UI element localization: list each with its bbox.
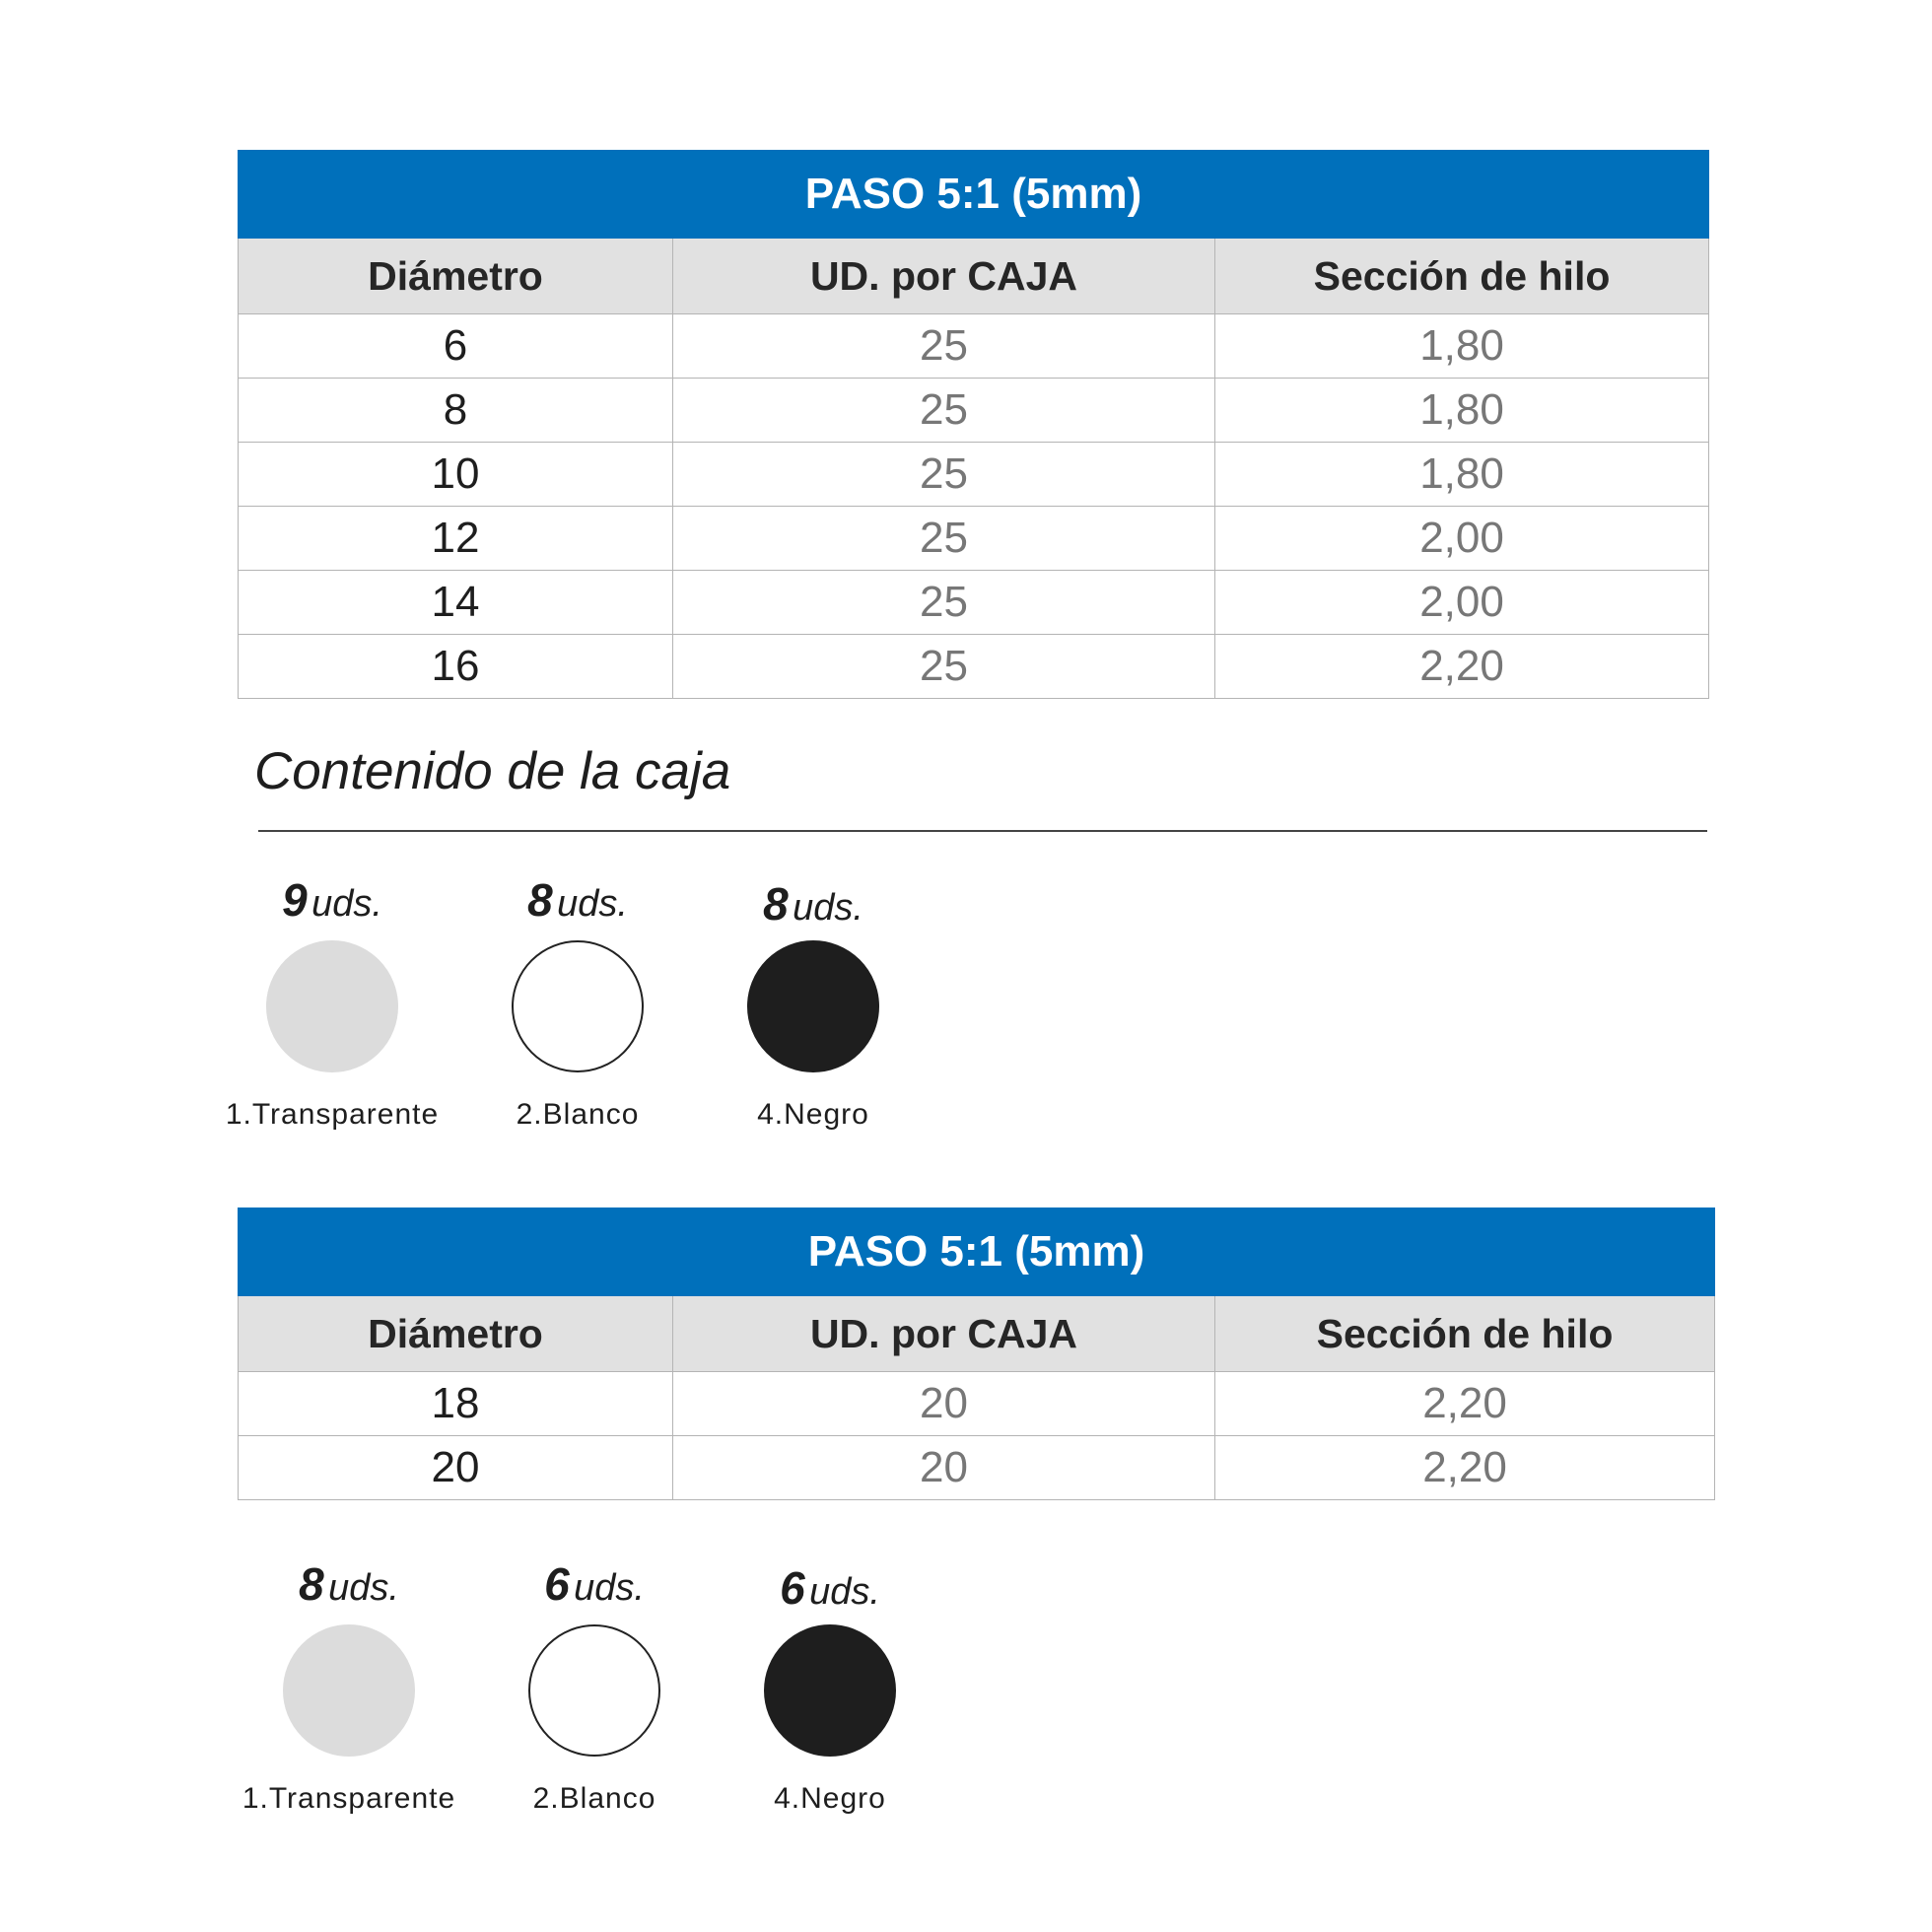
header-diametro: Diámetro <box>239 1296 673 1372</box>
swatch-quantity: 8 uds. <box>299 1558 399 1610</box>
section-divider <box>258 830 1707 832</box>
table-row <box>239 1372 1715 1436</box>
cell-ud-por-caja: 25 <box>673 635 1215 699</box>
color-dot-negro <box>747 940 879 1072</box>
cell-ud-por-caja: 20 <box>673 1372 1215 1436</box>
table-row <box>239 507 1709 571</box>
cell-seccion: 1,80 <box>1215 379 1709 443</box>
table-row <box>239 571 1709 635</box>
cell-seccion: 2,20 <box>1215 1436 1715 1500</box>
cell-seccion: 1,80 <box>1215 314 1709 379</box>
spec-table-1 <box>238 150 1709 699</box>
cell-ud-por-caja: 25 <box>673 379 1215 443</box>
table-row <box>239 379 1709 443</box>
swatch-label: 4.Negro <box>774 1782 886 1815</box>
cell-seccion: 1,80 <box>1215 443 1709 507</box>
swatch-label: 4.Negro <box>757 1098 869 1131</box>
section-title: Contenido de la caja <box>254 742 731 800</box>
header-seccion-de-hilo: Sección de hilo <box>1215 239 1709 314</box>
swatch-group-1 <box>0 873 1932 1130</box>
cell-ud-por-caja: 25 <box>673 507 1215 571</box>
table-row <box>239 314 1709 379</box>
color-dot-negro <box>764 1624 896 1757</box>
cell-diametro: 10 <box>239 443 673 507</box>
header-ud-por-caja: UD. por CAJA <box>673 239 1215 314</box>
color-dot-blanco <box>512 940 644 1072</box>
spec-table-2 <box>238 1208 1715 1500</box>
header-diametro: Diámetro <box>239 239 673 314</box>
color-dot-transparente <box>283 1624 415 1757</box>
table-title-row <box>239 1208 1715 1296</box>
swatch-quantity: 9 uds. <box>282 874 382 926</box>
table-title: PASO 5:1 (5mm) <box>239 151 1709 239</box>
swatch-quantity: 6 uds. <box>544 1558 645 1610</box>
swatch-label: 1.Transparente <box>242 1782 456 1815</box>
cell-seccion: 2,00 <box>1215 507 1709 571</box>
cell-diametro: 16 <box>239 635 673 699</box>
table-header-row <box>239 239 1709 314</box>
color-dot-transparente <box>266 940 398 1072</box>
cell-seccion: 2,20 <box>1215 1372 1715 1436</box>
cell-ud-por-caja: 25 <box>673 571 1215 635</box>
cell-seccion: 2,20 <box>1215 635 1709 699</box>
table-title-row <box>239 151 1709 239</box>
table-header-row <box>239 1296 1715 1372</box>
cell-seccion: 2,00 <box>1215 571 1709 635</box>
table-row <box>239 443 1709 507</box>
cell-diametro: 6 <box>239 314 673 379</box>
table-row <box>239 635 1709 699</box>
swatch-quantity: 8 uds. <box>527 874 628 926</box>
header-seccion-de-hilo: Sección de hilo <box>1215 1296 1715 1372</box>
cell-diametro: 20 <box>239 1436 673 1500</box>
header-ud-por-caja: UD. por CAJA <box>673 1296 1215 1372</box>
table-title: PASO 5:1 (5mm) <box>239 1208 1715 1296</box>
cell-diametro: 8 <box>239 379 673 443</box>
cell-ud-por-caja: 20 <box>673 1436 1215 1500</box>
color-dot-blanco <box>528 1624 660 1757</box>
cell-ud-por-caja: 25 <box>673 443 1215 507</box>
cell-ud-por-caja: 25 <box>673 314 1215 379</box>
swatch-quantity: 8 uds. <box>763 878 863 930</box>
table-row <box>239 1436 1715 1500</box>
cell-diametro: 12 <box>239 507 673 571</box>
swatch-label: 2.Blanco <box>532 1782 656 1815</box>
swatch-group-2 <box>0 1557 1932 1814</box>
swatch-label: 1.Transparente <box>225 1098 440 1131</box>
cell-diametro: 14 <box>239 571 673 635</box>
cell-diametro: 18 <box>239 1372 673 1436</box>
swatch-quantity: 6 uds. <box>780 1562 880 1614</box>
swatch-label: 2.Blanco <box>516 1098 640 1131</box>
